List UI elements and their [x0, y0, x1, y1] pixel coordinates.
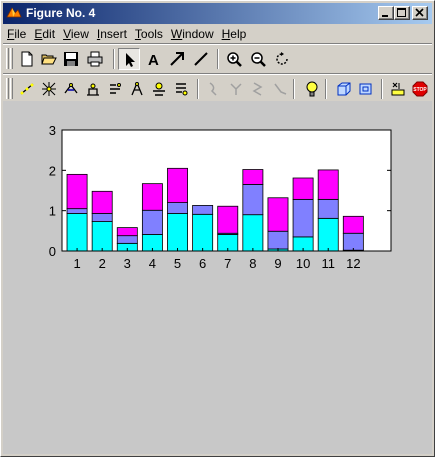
bar-series1-6[interactable] [193, 214, 213, 251]
toolbar-divider [217, 49, 219, 69]
rotate-3d-icon [274, 51, 290, 67]
svg-text:STOP: STOP [413, 87, 427, 93]
print-icon [87, 51, 103, 67]
close-icon [415, 8, 425, 18]
bar-series3-4[interactable] [142, 184, 162, 211]
plot-edit-5-icon [107, 81, 123, 97]
print-button[interactable] [84, 48, 106, 70]
x-tick-label: 1 [73, 256, 81, 271]
x-tick-label: 6 [199, 256, 207, 271]
bar-series1-1[interactable] [67, 213, 87, 251]
disabled-tool-3-button[interactable] [247, 78, 269, 100]
recorder-icon [390, 81, 406, 97]
bar-series2-4[interactable] [142, 210, 162, 234]
window-title: Figure No. 4 [26, 6, 96, 20]
insert-text-icon [145, 51, 161, 67]
bar-series2-5[interactable] [167, 203, 187, 214]
plot-edit-2-button[interactable] [38, 78, 60, 100]
disabled-tool-1-button[interactable] [203, 78, 225, 100]
box-3d-button[interactable] [333, 78, 355, 100]
menu-window[interactable]: Window [170, 26, 214, 41]
matlab-icon[interactable] [6, 5, 22, 21]
x-tick-label: 7 [224, 256, 232, 271]
insert-line-button[interactable] [190, 48, 212, 70]
zoom-in-icon [226, 51, 242, 67]
svg-text:A: A [148, 52, 159, 67]
new-figure-icon [19, 51, 35, 67]
rotate-3d-button[interactable] [271, 48, 293, 70]
bar-series3-8[interactable] [243, 170, 263, 185]
x-tick-label: 4 [148, 256, 157, 271]
open-file-button[interactable] [38, 48, 60, 70]
toolbar-grip[interactable] [10, 78, 13, 99]
disabled-tool-1-icon [206, 81, 222, 97]
bar-series2-2[interactable] [92, 213, 112, 221]
new-figure-button[interactable] [16, 48, 38, 70]
menu-view[interactable]: View [63, 26, 89, 41]
bar-series2-11[interactable] [318, 199, 338, 218]
bar-series1-2[interactable] [92, 222, 112, 251]
menu-file[interactable]: File [7, 26, 27, 41]
toolbar-divider [381, 79, 383, 99]
minimize-icon [381, 8, 391, 18]
plot-edit-8-button[interactable] [170, 78, 192, 100]
bar-series3-1[interactable] [67, 174, 87, 208]
plot-edit-6-icon [129, 81, 145, 97]
x-tick-label: 12 [346, 256, 361, 271]
bar-series2-9[interactable] [268, 231, 288, 249]
light-bulb-button[interactable] [301, 78, 323, 100]
plot-edit-1-button[interactable] [16, 78, 38, 100]
plot-edit-4-icon [85, 81, 101, 97]
recorder-button[interactable] [387, 78, 409, 100]
x-tick-label: 5 [173, 256, 182, 271]
bar-series3-2[interactable] [92, 191, 112, 213]
bar-series2-3[interactable] [117, 236, 137, 244]
select-arrow-button[interactable] [118, 48, 140, 70]
y-tick-label: 2 [48, 163, 56, 179]
bar-series3-7[interactable] [218, 206, 238, 233]
bar-series2-12[interactable] [343, 233, 363, 250]
toolbar-divider [293, 79, 295, 99]
figure-canvas[interactable] [3, 101, 432, 454]
bar-chart[interactable] [3, 101, 432, 454]
x-tick-label: 8 [249, 256, 257, 271]
menu-bar [3, 24, 432, 43]
menu-insert[interactable]: Insert [96, 26, 127, 41]
plot-edit-3-icon [63, 81, 79, 97]
bar-series2-10[interactable] [293, 199, 313, 237]
y-tick-label: 1 [48, 203, 56, 219]
bar-series2-1[interactable] [67, 209, 87, 214]
zoom-in-button[interactable] [223, 48, 245, 70]
zoom-out-button[interactable] [247, 48, 269, 70]
x-tick-label: 9 [274, 256, 282, 271]
stop-icon [412, 81, 428, 97]
insert-arrow-button[interactable] [166, 48, 188, 70]
bar-series3-10[interactable] [293, 178, 313, 199]
toolbar-divider [113, 49, 115, 69]
menu-edit[interactable]: Edit [34, 26, 56, 41]
toolbar-grip[interactable] [6, 48, 9, 69]
box-3d-icon [336, 81, 352, 97]
plot-edit-7-button[interactable] [148, 78, 170, 100]
maximize-icon [397, 8, 407, 18]
y-tick-label: 3 [48, 123, 56, 138]
select-arrow-icon [122, 52, 138, 68]
x-tick-label: 11 [321, 256, 335, 271]
x-tick-label: 10 [295, 256, 311, 271]
disabled-tool-4-button[interactable] [269, 78, 291, 100]
bar-series2-6[interactable] [193, 205, 213, 214]
disabled-tool-3-icon [250, 81, 266, 97]
bar-series3-5[interactable] [167, 168, 187, 202]
bar-series1-5[interactable] [167, 213, 187, 251]
plot-edit-toolbar [3, 75, 432, 103]
plot-edit-3-button[interactable] [60, 78, 82, 100]
maximize-button[interactable] [394, 6, 410, 20]
box-flat-icon [358, 81, 374, 97]
plot-edit-4-button[interactable] [82, 78, 104, 100]
x-tick-label: 2 [98, 256, 106, 271]
plot-edit-5-button[interactable] [104, 78, 126, 100]
zoom-out-icon [250, 51, 266, 67]
save-icon [63, 51, 79, 67]
toolbar-grip[interactable] [6, 78, 9, 99]
light-bulb-icon [304, 81, 320, 97]
plot-edit-6-button[interactable] [126, 78, 148, 100]
x-tick-label: 3 [123, 256, 131, 271]
bar-series3-12[interactable] [343, 216, 363, 233]
bar-series1-11[interactable] [318, 218, 338, 251]
plot-edit-7-icon [151, 81, 167, 97]
bar-series3-11[interactable] [318, 170, 338, 199]
box-flat-button[interactable] [355, 78, 377, 100]
insert-line-icon [193, 51, 209, 67]
bar-series3-3[interactable] [117, 228, 137, 236]
title-bar[interactable] [3, 3, 432, 24]
bar-series3-9[interactable] [268, 198, 288, 231]
plot-edit-8-icon [173, 81, 189, 97]
minimize-button[interactable] [378, 6, 394, 20]
menu-help[interactable]: Help [221, 26, 247, 41]
disabled-tool-2-icon [228, 81, 244, 97]
stop-button[interactable] [409, 78, 431, 100]
bar-series2-8[interactable] [243, 184, 263, 214]
insert-arrow-icon [169, 51, 185, 67]
menu-tools[interactable]: Tools [134, 26, 163, 41]
disabled-tool-4-icon [272, 81, 288, 97]
bar-series1-8[interactable] [243, 215, 263, 251]
plot-edit-2-icon [41, 81, 57, 97]
open-file-icon [41, 51, 57, 67]
toolbar-divider [197, 79, 199, 99]
y-tick-label: 0 [48, 244, 56, 259]
plot-edit-1-icon [19, 81, 35, 97]
disabled-tool-2-button[interactable] [225, 78, 247, 100]
insert-text-button[interactable] [142, 48, 164, 70]
figure-toolbar [3, 45, 432, 73]
toolbar-divider [325, 79, 327, 99]
close-button[interactable] [412, 6, 428, 20]
save-button[interactable] [60, 48, 82, 70]
toolbar-grip[interactable] [10, 48, 13, 69]
